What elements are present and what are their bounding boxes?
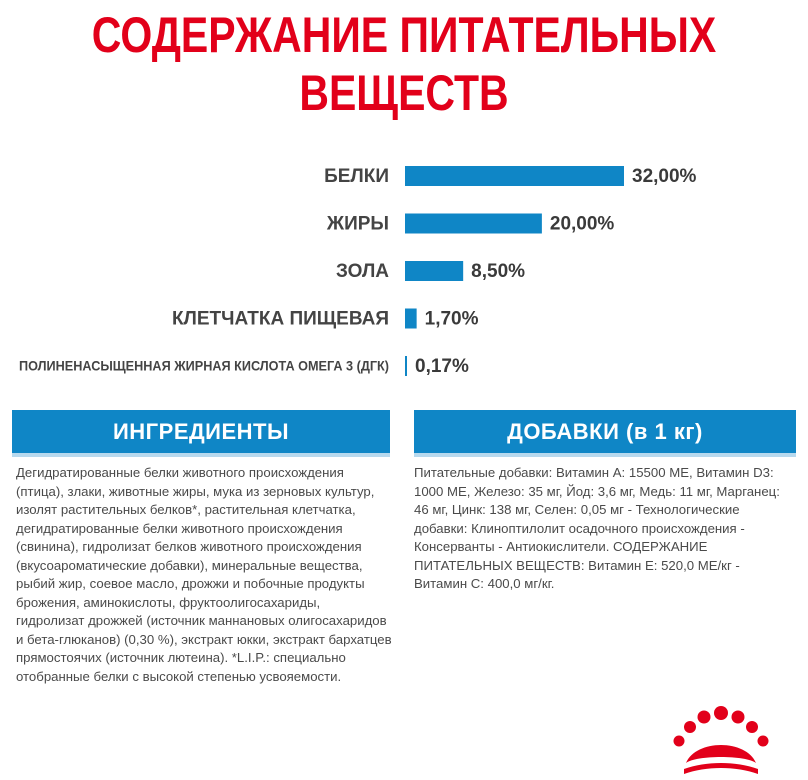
bar-label: ЖИРЫ (326, 213, 389, 235)
page-title-line-1: СОДЕРЖАНИЕ ПИТАТЕЛЬНЫХ (91, 7, 717, 63)
bar-label: ЗОЛА (335, 261, 389, 283)
bar-value-label: 32,00% (632, 166, 697, 188)
bar-value-label: 8,50% (471, 261, 526, 283)
bar (405, 309, 417, 329)
page-title-line-2: ВЕЩЕСТВ (299, 65, 509, 121)
bar-value-label: 0,17% (415, 356, 469, 378)
ingredients-text: Дегидратированные белки животного происхождения (птица), злаки, животные жиры, мука из зерновых культур, изолят растительных белков*, растительная клетчатка, дегидратированные белки животного происхождения (свинина), гидролизат белков животного происхождения (вкусоароматические добавки), минеральные вещества, рыбий жир, соевое масло, дрожжи и побочные продукты брожения, аминокислоты, фруктоолигосахариды, гидролизат дрожжей (источник маннановых олигосахаридов и бета-глюканов) (0,30 %), экстракт юкки, экстракт бархатцев прямостоячих (источник лютеина). *L.I.P.: специально отобранные белки с высокой степенью усвояемости. (16, 465, 392, 684)
bar-label: КЛЕТЧАТКА ПИЩЕВАЯ (171, 308, 389, 330)
additives-text: Питательные добавки: Витамин A: 15500 МЕ, Витамин D3: 1000 МЕ, Железо: 35 мг, Йод: 3,6 мг, Медь: 11 мг, Марганец: 46 мг, Цинк: 138 мг, Селен: 0,05 мг - Технологические добавки: Клиноптилолит осадочного происхождения - Консерванты - Антиокислители. СОДЕРЖАНИЕ ПИТАТЕЛЬНЫХ ВЕЩЕСТВ: Витамин E: 520,0 МЕ/кг - Витамин C: 400,0 мг/кг. (414, 465, 780, 591)
bar-label: БЕЛКИ (324, 166, 389, 188)
bar-label: ПОЛИНЕНАСЫЩЕННАЯ ЖИРНАЯ КИСЛОТА ОМЕГА 3 (ДГК) (19, 358, 389, 374)
page-title (73, 6, 736, 122)
bar (405, 166, 624, 186)
bar-value-label: 20,00% (549, 213, 615, 235)
bar (405, 261, 463, 281)
bar (405, 356, 407, 376)
additives-header: ДОБАВКИ (в 1 кг) (414, 410, 796, 453)
ingredients-header: ИНГРЕДИЕНТЫ (12, 410, 390, 453)
nutrient-bar-chart (0, 150, 808, 390)
bar (405, 214, 542, 234)
bar-value-label: 1,70% (424, 308, 479, 330)
crown-logo-icon (666, 703, 776, 775)
